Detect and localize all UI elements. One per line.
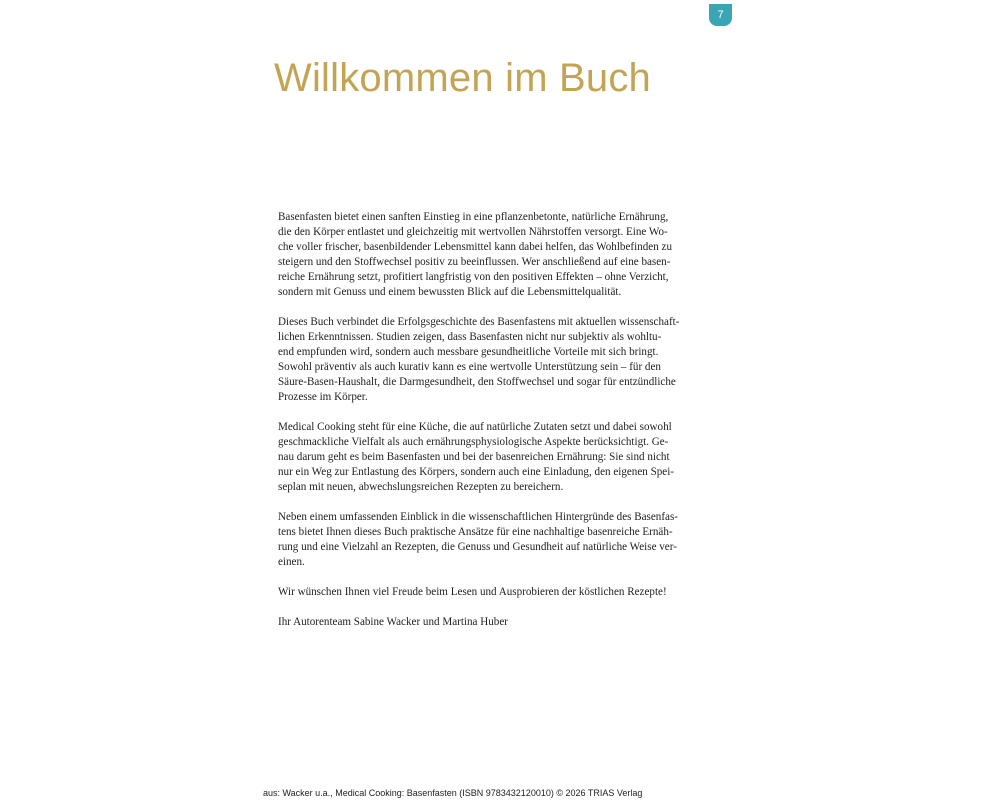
paragraph: [278, 510, 698, 570]
source-footer: aus: Wacker u.a., Medical Cooking: Basenfasten (ISBN 9783432120010) © 2026 TRIAS Verlag: [263, 788, 643, 798]
body-text: [278, 210, 698, 645]
text-line: nau darum geht es beim Basenfasten und bei der basenreichen Ernährung: Sie sind nicht: [278, 451, 670, 463]
text-line: reiche Ernährung setzt, profitiert langfristig von den positiven Effekten – ohne Verzicht,: [278, 271, 669, 283]
text-line: sondern mit Genuss und einem bewussten Blick auf die Lebensmittelqualität.: [278, 286, 622, 298]
text-line: Ihr Autorenteam Sabine Wacker und Martina Huber: [278, 616, 508, 628]
text-line: Medical Cooking steht für eine Küche, die auf natürliche Zutaten setzt und dabei sowohl: [278, 421, 672, 433]
text-line: Prozesse im Körper.: [278, 391, 368, 403]
closing-wish: [278, 585, 698, 600]
page-title: Willkommen im Buch: [274, 56, 651, 100]
text-line: einen.: [278, 556, 305, 568]
text-line: Dieses Buch verbindet die Erfolgsgeschichte des Basenfastens mit aktuellen wissenschaft-: [278, 316, 680, 328]
text-line: Wir wünschen Ihnen viel Freude beim Lesen und Ausprobieren der köstlichen Rezepte!: [278, 586, 667, 598]
text-line: Sowohl präventiv als auch kurativ kann es eine wertvolle Unterstützung sein – für den: [278, 361, 661, 373]
page-number-badge: [709, 4, 732, 26]
paragraph: [278, 210, 698, 300]
text-line: geschmackliche Vielfalt als auch ernährungsphysiologische Aspekte berücksichtigt. Ge-: [278, 436, 669, 448]
text-line: che voller frischer, basenbildender Lebensmittel kann dabei helfen, das Wohlbefinden zu: [278, 241, 672, 253]
paragraph: [278, 315, 698, 405]
text-line: Säure-Basen-Haushalt, die Darmgesundheit, den Stoffwechsel und sogar für entzündliche: [278, 376, 676, 388]
text-line: end empfunden wird, sondern auch messbare gesundheitliche Vorteile mit sich bringt.: [278, 346, 659, 358]
paragraph: [278, 420, 698, 495]
text-line: steigern und den Stoffwechsel positiv zu beeinflussen. Wer anschließend auf eine basen-: [278, 256, 671, 268]
text-line: rung und eine Vielzahl an Rezepten, die Genuss und Gesundheit auf natürliche Weise ver-: [278, 541, 677, 553]
text-line: seplan mit neuen, abwechslungsreichen Rezepten zu bereichern.: [278, 481, 564, 493]
text-line: lichen Erkenntnissen. Studien zeigen, dass Basenfasten nicht nur subjektiv als wohltu-: [278, 331, 662, 343]
page-number: 7: [717, 9, 724, 21]
text-line: die den Körper entlastet und gleichzeitig mit wertvollen Nährstoffen versorgt. Eine Wo-: [278, 226, 668, 238]
text-line: Neben einem umfassenden Einblick in die wissenschaftlichen Hintergründe des Basenfas-: [278, 511, 678, 523]
author-signoff: [278, 615, 698, 630]
text-line: tens bietet Ihnen dieses Buch praktische Ansätze für eine nachhaltige basenreiche Ernäh-: [278, 526, 673, 538]
text-line: nur ein Weg zur Entlastung des Körpers, sondern auch eine Einladung, den eigenen Spei-: [278, 466, 675, 478]
text-line: Basenfasten bietet einen sanften Einstieg in eine pflanzenbetonte, natürliche Ernährung,: [278, 211, 669, 223]
